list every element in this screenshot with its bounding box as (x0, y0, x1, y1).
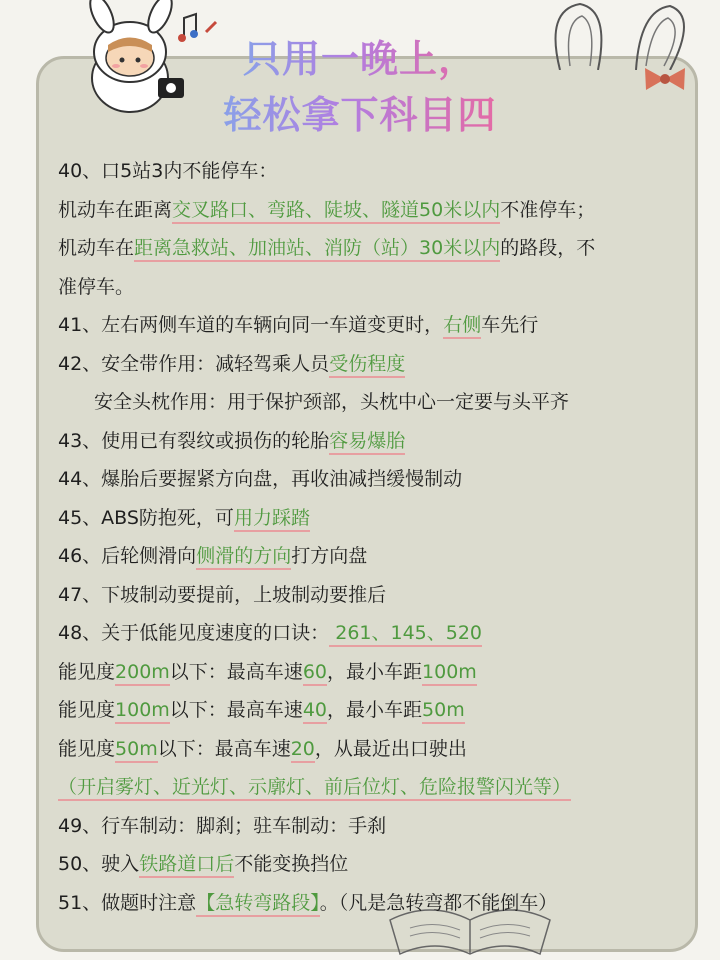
note-line (58, 845, 678, 884)
line-text: 41、左右两侧车道的车辆向同一车道变更时， (58, 314, 444, 336)
note-line (58, 614, 678, 653)
line-text: 48、关于低能见度速度的口诀： (58, 622, 330, 644)
highlight-text: （开启雾灯、近光灯、示廓灯、前后位灯、危险报警闪光等） (58, 776, 571, 801)
note-content (58, 152, 678, 922)
line-text: 40、口5站3内不能停车： (58, 160, 278, 182)
highlight-text: 20 (291, 738, 315, 763)
highlight-text: 40 (303, 699, 327, 724)
line-text: 的路段，不 (500, 237, 596, 259)
line-text: 能见度 (58, 737, 116, 760)
line-text: 47、下坡制动要提前，上坡制动要推后 (58, 583, 387, 606)
line-text: 46、后轮侧滑向 (58, 545, 197, 567)
title-line-2: 轻松拿下科目四 (223, 93, 497, 137)
note-line (58, 768, 678, 807)
line-text: 50、驶入 (58, 853, 140, 875)
line-text: 准停车。 (58, 275, 135, 298)
line-text: 能见度 (58, 660, 116, 683)
line-text: ，最小车距 (327, 699, 423, 721)
highlight-text: 261、145、520 (329, 622, 482, 647)
line-text: 42、安全带作用：减轻驾乘人员 (58, 352, 330, 375)
line-text: 以下：最高车速 (169, 699, 303, 721)
note-line (58, 460, 678, 499)
note-line (58, 576, 678, 615)
highlight-text: 距离急救站、加油站、消防（站）30米以内 (134, 237, 500, 262)
note-line (58, 537, 678, 576)
line-text: 机动车在 (58, 237, 135, 259)
note-line (58, 268, 678, 307)
note-line (58, 730, 678, 769)
highlight-text: 50m (115, 738, 158, 763)
line-text: 安全头枕作用：用于保护颈部，头枕中心一定要与头平齐 (94, 391, 570, 413)
highlight-text: 用力踩踏 (234, 507, 310, 532)
highlight-text: 交叉路口、弯路、陡坡、隧道50米以内 (172, 199, 500, 224)
highlight-text: 100m (115, 699, 170, 724)
line-text: 机动车在距离 (58, 198, 173, 221)
line-text: 43、使用已有裂纹或损伤的轮胎 (58, 429, 330, 452)
line-text: 能见度 (58, 699, 116, 721)
highlight-text: 100m (422, 661, 477, 686)
highlight-text: 60 (303, 661, 327, 686)
note-line (58, 191, 678, 230)
line-text: ，最小车距 (327, 660, 423, 683)
note-line (58, 306, 678, 345)
note-line (58, 345, 678, 384)
highlight-text: 50m (422, 699, 465, 724)
highlight-text: 【急转弯路段】 (196, 892, 320, 917)
highlight-text: 铁路道口后 (139, 853, 234, 878)
note-line (58, 691, 678, 730)
note-line (58, 807, 678, 846)
note-line (58, 499, 678, 538)
highlight-text: 200m (115, 661, 170, 686)
line-text: 45、ABS防抱死，可 (58, 506, 234, 529)
line-text: 不准停车； (500, 198, 596, 221)
line-text: ，从最近出口驶出 (314, 737, 467, 760)
note-line (58, 383, 678, 422)
line-text: 不能变换挡位 (234, 853, 349, 875)
line-text: 以下：最高车速 (157, 737, 291, 760)
highlight-text: 侧滑的方向 (196, 545, 291, 570)
note-line (58, 422, 678, 461)
line-text: 51、做题时注意 (58, 891, 197, 914)
note-line (58, 653, 678, 692)
note-line (58, 884, 678, 923)
line-text: 以下：最高车速 (169, 660, 303, 683)
title-line-1: 只用一晚上， (242, 37, 477, 81)
line-text: 。（凡是急转弯都不能倒车） (319, 891, 558, 914)
line-text: 44、爆胎后要握紧方向盘，再收油减挡缓慢制动 (58, 468, 463, 490)
line-text: 车先行 (481, 314, 539, 336)
highlight-text: 容易爆胎 (329, 430, 405, 455)
line-text: 49、行车制动：脚刹；驻车制动：手刹 (58, 814, 387, 837)
note-line (58, 152, 678, 191)
highlight-text: 右侧 (443, 314, 481, 339)
line-text: 打方向盘 (291, 545, 368, 567)
highlight-text: 受伤程度 (329, 353, 405, 378)
note-line (58, 229, 678, 268)
